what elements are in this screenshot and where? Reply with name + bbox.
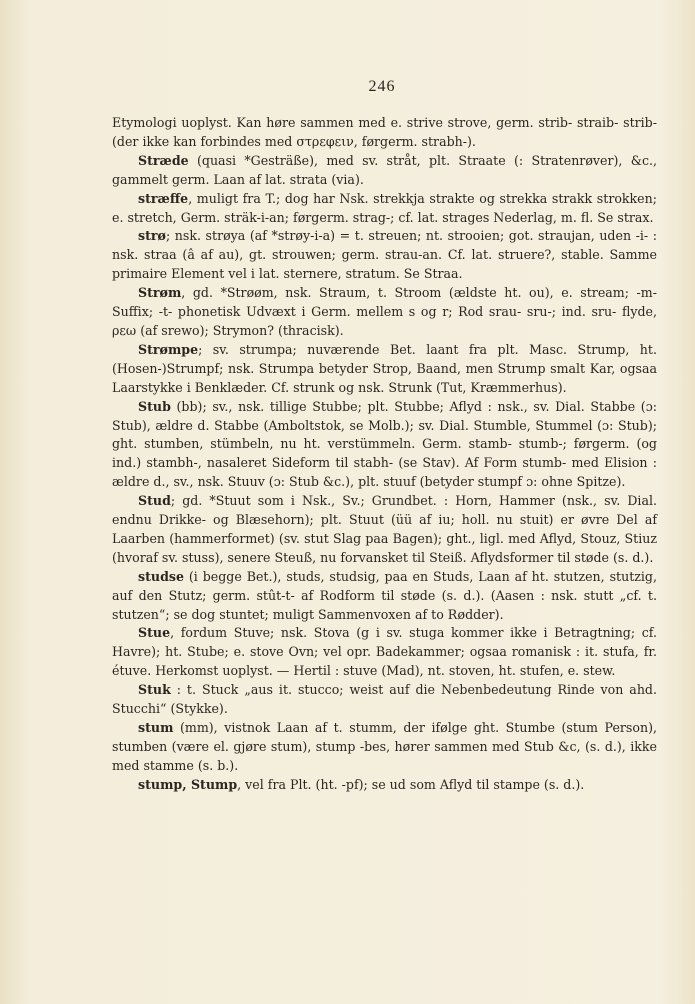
entry-stub — [112, 398, 657, 493]
entry-straede — [112, 152, 657, 190]
page-number: 246 — [368, 78, 396, 95]
entry-headword: Stub — [138, 398, 171, 414]
entry-headword: Stuk — [138, 682, 171, 698]
entry-stroempe — [112, 341, 657, 398]
entry-stroem — [112, 284, 657, 341]
entry-text: ; gd. *Stuut som i Nsk., Sv.; Grundbet. : Horn, Hammer (nsk., sv. Dial. endnu Drikke- og Blæsehorn); plt. Stuut (üü af iu; holl. nu stuit) er øvre Del af Laarben (hammerformet) (sv. stut Slag paa Bagen); ght., ligl. med Aflyd, Stouz, Stiuz (hvoraf sv. stuss), senere Steuß, nu forvansket til Steiß. Aflydsformer til støde (s. d.). — [112, 493, 657, 565]
entry-text: (mm), vistnok Laan af t. stumm, der ifølge ght. Stumbe (stum Person), stumben (være el. gjøre stum), stump -bes, hører sammen med Stub &c, (s. d.), ikke med stamme (s. b.). — [112, 720, 657, 773]
entry-stroe — [112, 227, 657, 284]
entry-text: , gd. *Strøøm, nsk. Straum, t. Stroom (ældste ht. ou), e. stream; -m- Suffix; -t- phonetisk Udvæxt i Germ. mellem s og r; Rod srau- sru-; ind. sru- flyde, ρεω (af srewo); Strymon? (thracisk). — [112, 285, 657, 338]
entry-headword: Stræde — [138, 152, 189, 168]
entry-stue — [112, 624, 657, 681]
entry-text: ; nsk. strøya (af *strøy-i-a) = t. streuen; nt. strooien; got. straujan, uden -i- : nsk. straa (â af au), gt. strouwen; germ. strau-an. Cf. lat. struere?, stable. Samme primaire Element vel i lat. sternere, stratum. Se Straa. — [112, 228, 657, 282]
entry-headword: studse — [138, 568, 184, 584]
dictionary-body — [112, 114, 657, 795]
entry-headword: Stue — [138, 625, 171, 641]
entry-headword: Strøm — [138, 285, 182, 301]
entry-straekke — [112, 190, 657, 228]
entry-stud — [112, 492, 657, 568]
entry-stump — [112, 776, 657, 795]
entry-text: , muligt fra T.; dog har Nsk. strekkja strakte og strekka strakk strokken; e. stretch, Germ. sträk-i-an; førgerm. strag-; cf. lat. strages Nederlag, m. fl. Se strax. — [112, 190, 657, 225]
entry-headword: stump, Stump — [138, 776, 238, 792]
entry-text: : t. Stuck „aus it. stucco; weist auf die Nebenbedeutung Rinde von ahd. Stucchi“ (Stykke). — [112, 682, 657, 717]
entry-text: (bb); sv., nsk. tillige Stubbe; plt. Stubbe; Aflyd : nsk., sv. Dial. Stabbe (ɔ: Stub), ældre d. Stabbe (Amboltstok, se Molb.); sv. Dial. Stumble, Stummel (ɔ: Stub); ght. stumben, stümbeln, nu ht. verstümmeln. Germ. stamb- stumb-; førgerm. (og ind.) stambh-, nasaleret Sideform til stabh- (se Stav). Af Form stumb- med Elision : ældre d., sv., nsk. Stuuv (ɔ: Stub &c.), plt. stuuf (betyder stumpf ɔ: ohne Spitze). — [112, 398, 657, 490]
entry-headword: Stud — [138, 493, 171, 509]
entry-headword: Strømpe — [138, 341, 199, 357]
entry-text: (quasi *Gesträße), med sv. stråt, plt. Straate (: Stratenrøver), &c., gammelt germ. Laan af lat. strata (via). — [112, 152, 657, 187]
entry-stuk — [112, 681, 657, 719]
entry-headword: stum — [138, 720, 174, 735]
entry-headword: strø — [138, 228, 166, 244]
entry-text: , fordum Stuve; nsk. Stova (g i sv. stuga kommer ikke i Betragtning; cf. Havre); ht. Stube; e. stove Ovn; vel opr. Badekammer; ogsaa romanisk : it. stufa, fr. étuve. Herkomst uoplyst. — Hertil : stuve (Mad), nt. stoven, ht. stufen, e. stew. — [112, 625, 657, 679]
entry-text: Etymologi uoplyst. Kan høre sammen med e. strive strove, germ. strib- straib- strib- (der ikke kan forbindes med στρεφειν, førgerm. strabh-). — [112, 115, 657, 149]
entry-text: , vel fra Plt. (ht. -pf); se ud som Aflyd til stampe (s. d.). — [237, 776, 585, 792]
entry-stum — [112, 719, 657, 776]
entry-text: ; sv. strumpa; nuværende Bet. laant fra plt. Masc. Strump, ht. (Hosen-)Strumpf; nsk. Strumpa betyder Strop, Baand, men Strump smalt Kar, ogsaa Laarstykke i Benklæder. Cf. strunk og nsk. Strunk (Tut, Kræmmerhus). — [112, 341, 657, 395]
entry-studse — [112, 568, 657, 625]
entry-continuation — [112, 114, 657, 152]
entry-headword: stræffe — [138, 190, 189, 206]
entry-text: (i begge Bet.), studs, studsig, paa en Studs, Laan af ht. stutzen, stutzig, auf den Stutz; germ. stût-t- af Rodform til støde (s. d.). (Aasen : nsk. stutt „cf. t. stutzen“; se dog stuntet; muligt Sammenvoxen af to Rødder). — [112, 568, 657, 622]
